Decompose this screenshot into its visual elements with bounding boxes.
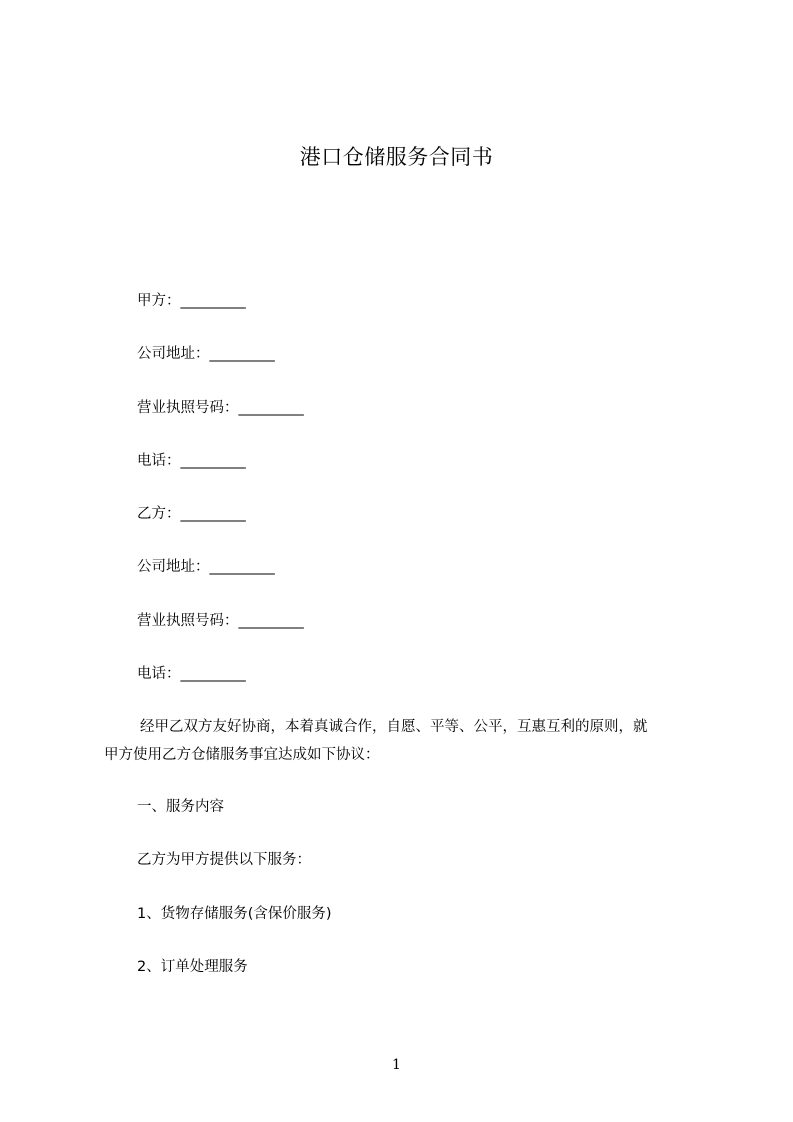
- section-1-intro: 乙方为甲方提供以下服务：: [137, 852, 311, 868]
- party-a-license: 营业执照号码：_________: [137, 400, 304, 416]
- preamble-paragraph: [104, 713, 704, 769]
- party-a-address: 公司地址：_________: [137, 346, 275, 362]
- document-title: 港口仓储服务合同书: [299, 145, 494, 169]
- service-item-2: 2、订单处理服务: [137, 959, 248, 975]
- preamble-line-1: 经甲乙双方友好协商，本着真诚合作，自愿、平等、公平，互惠互利的原则，就: [140, 719, 648, 735]
- party-a-phone: 电话：_________: [137, 453, 246, 469]
- party-b-address: 公司地址：_________: [137, 559, 275, 575]
- party-b-phone: 电话：_________: [137, 666, 246, 682]
- party-b-name: 乙方：_________: [137, 506, 246, 522]
- party-b-license: 营业执照号码：_________: [137, 613, 304, 629]
- section-1-heading: 一、服务内容: [137, 799, 224, 815]
- service-item-1: 1、货物存储服务(含保价服务): [137, 906, 332, 922]
- party-a-name: 甲方：_________: [137, 293, 246, 309]
- preamble-line-2: 甲方使用乙方仓储服务事宜达成如下协议：: [104, 747, 380, 763]
- page-number: 1: [392, 1057, 401, 1073]
